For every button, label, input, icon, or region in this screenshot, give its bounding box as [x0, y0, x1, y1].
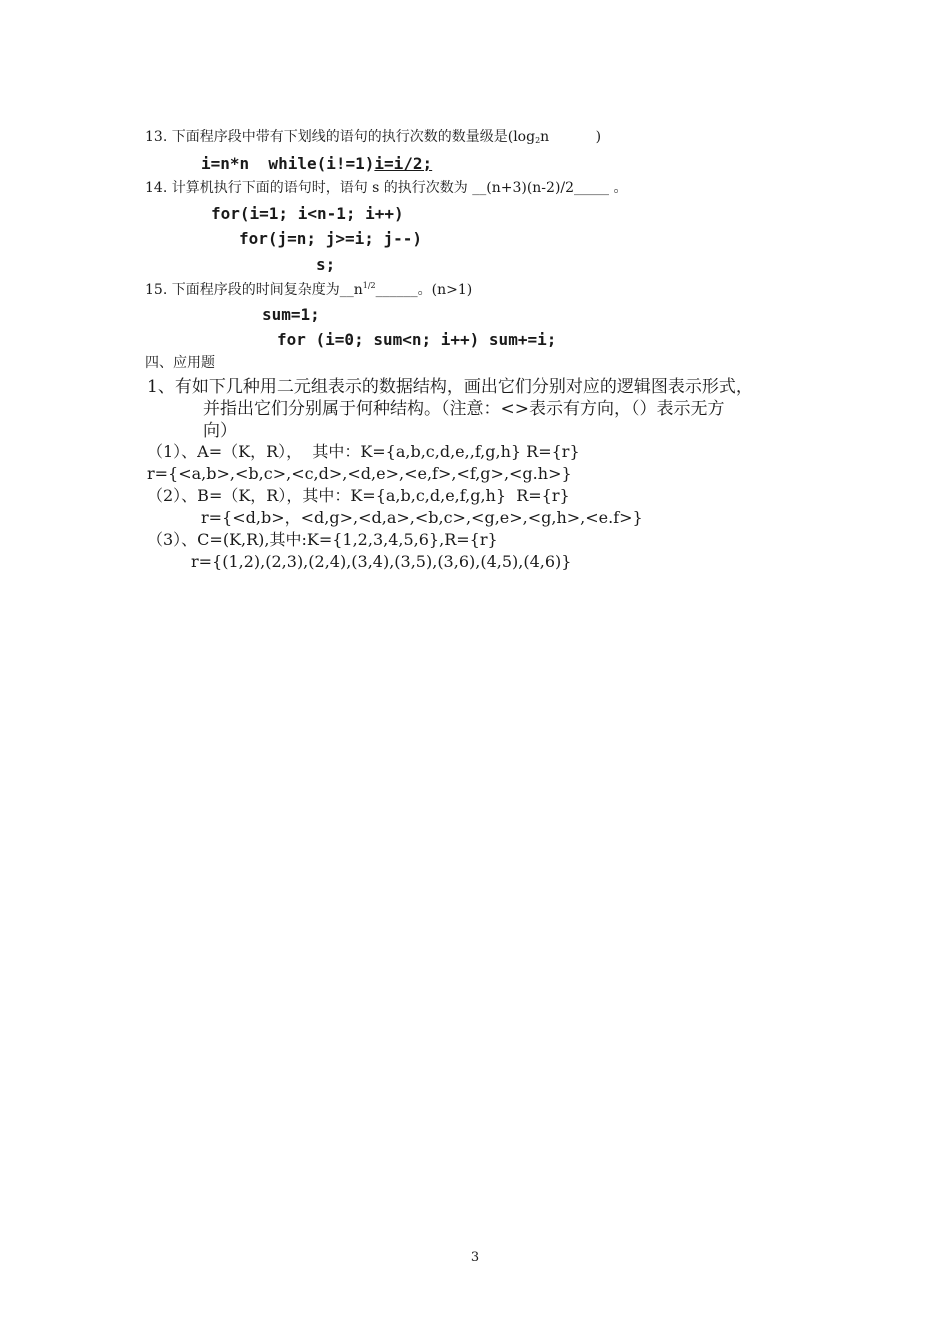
q15-text-post: ______。(n>1): [375, 282, 473, 298]
q15-text-pre: 下面程序段的时间复杂度为__n: [171, 282, 363, 298]
q13-close: ): [595, 129, 602, 145]
part-1-definition: （1）、A=（K，R）， 其中：K={a,b,c,d,e,,f,g,h} R={r}: [147, 442, 580, 461]
q1-line-3: 向）: [203, 421, 237, 441]
q1-line-1: 1、有如下几种用二元组表示的数据结构，画出它们分别对应的逻辑图表示形式，: [147, 377, 753, 397]
q15-question: [145, 282, 472, 297]
q13-answer-n: n: [540, 129, 550, 145]
q13-question: [145, 130, 601, 145]
q13-answer-base: 2: [535, 136, 541, 145]
q14-number: 14.: [145, 180, 168, 196]
part-1-relation: r={<a,b>,<b,c>,<c,d>,<d,e>,<e,f>,<f,g>,<g.h>}: [147, 464, 572, 483]
q15-sup: 1/2: [362, 281, 376, 290]
part-3-relation: r={(1,2),(2,3),(2,4),(3,4),(3,5),(3,6),(4,5),(4,6)}: [191, 552, 572, 571]
q15-code-line-1: sum=1;: [262, 305, 320, 324]
q15-code-line-2: for (i=0; sum<n; i++) sum+=i;: [277, 330, 557, 349]
part-2-relation: r={<d,b>，<d,g>,<d,a>,<b,c>,<g,e>,<g,h>,<e.f>}: [201, 508, 643, 527]
q1-line-2: 并指出它们分别属于何种结构。（注意：<>表示有方向，（）表示无方: [203, 399, 725, 419]
q14-text: 计算机执行下面的语句时，语句 s 的执行次数为 __(n+3)(n-2)/2_____ 。: [171, 180, 628, 196]
q13-code-underlined: i=i/2;: [374, 154, 433, 173]
q14-code-line-1: for(i=1; i<n-1; i++): [211, 204, 404, 223]
q14-code-line-3: s;: [316, 255, 336, 274]
q13-code: [201, 156, 432, 172]
q14-code-line-2: for(j=n; j>=i; j--): [239, 229, 423, 248]
section-heading: 四、应用题: [145, 355, 215, 371]
q13-text: 下面程序段中带有下划线的语句的执行次数的数量级是(: [171, 129, 514, 145]
part-3-definition: （3）、C=(K,R),其中:K={1,2,3,4,5,6},R={r}: [147, 530, 498, 549]
q13-answer-log: log: [513, 129, 536, 145]
q15-number: 15.: [145, 282, 168, 298]
q14-question: [145, 181, 627, 195]
q13-number: 13.: [145, 129, 168, 145]
part-2-definition: （2）、B=（K，R），其中：K={a,b,c,d,e,f,g,h} R={r}: [147, 486, 570, 505]
q13-code-pre: i=n*n while(i!=1): [201, 154, 375, 173]
page-number: 3: [470, 1250, 480, 1265]
